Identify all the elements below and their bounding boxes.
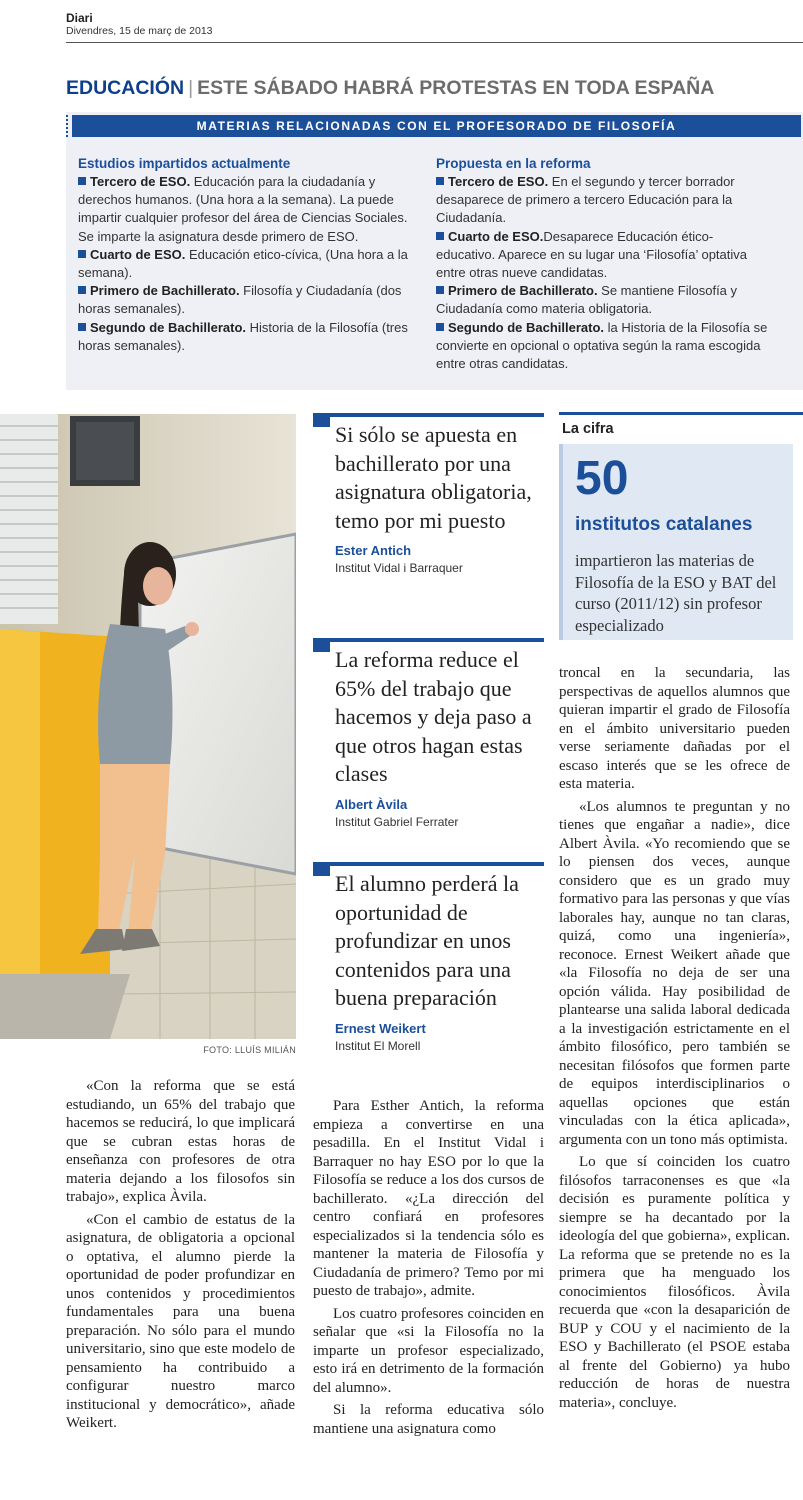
masthead-rule [66,42,803,43]
pull-quote [313,862,544,1054]
bullet-square-icon [78,286,86,294]
bullet-square-icon [78,177,86,185]
cifra-rule [559,412,803,415]
body-paragraph: Para Esther Antich, la reforma empieza a convertirse en una pesadilla. En el Institut Vidal i Barraquer no hay ESO por lo que la Filosofía se reduce a los dos cursos de bachillerato. «¿La dirección del centro confiará en profesores especializados si la tendencia sólo es mantener la materia de Filosofía y Ciudadanía de primero? Temo por mi puesto de trabajo», admite. [313,1098,544,1299]
quote-accent [313,417,330,427]
body-column-3 [559,664,790,1412]
info-item-text: Se mantiene Filosofía y Ciudadanía como materia obligatoria. [436,283,738,317]
bullet-square-icon [436,232,444,240]
body-column-1 [66,1077,295,1433]
body-paragraph: «Con la reforma que se está estudiando, un 65% del trabajo que hacemos se reducirá, lo que implicará que se cubran estas horas de enseñanza con profesores de otra materia dejando a los filosofos sin trabajo», explica Àvila. [66,1078,295,1205]
info-item-text: Desaparece Educación ético-educativo. Aparece en su lugar una ‘Filosofía’ optativa entre otras nueve candidatas. [436,228,747,281]
quote-author: Ernest Weikert [335,1020,426,1036]
photo-credit: FOTO: LLUÍS MILIÁN [203,1045,296,1055]
bullet-square-icon [78,323,86,331]
body-paragraph-continued: troncal en la secundaria, las perspectivas de aquellos alumnos que quieran impartir el grado de Filosofía en el ámbito universitario pueden verse seriamente dañadas por el escaso interés que se les ofrece de esta materia. [559,665,790,792]
info-item-text: Historia de la Filosofía (tres horas semanales). [78,319,408,353]
cifra-label: La cifra [562,421,614,437]
info-item [78,246,409,282]
quote-institution: Institut Gabriel Ferrater [335,814,459,829]
bullet-square-icon [436,323,444,331]
info-item-text: Filosofía y Ciudadanía (dos horas semanales). [78,283,402,317]
quote-accent [313,642,330,652]
info-item-text: Educación etico-cívica, (Una hora a la semana). [78,246,408,281]
info-item [436,282,769,318]
quote-author: Albert Àvila [335,796,408,812]
info-item-text: la Historia de la Filosofía se convierte en opcional o optativa según la rama escogida entre otras candidatas. [436,319,768,372]
quote-text: Si sólo se apuesta en bachillerato por una asignatura obligatoria, temo por mi puesto [335,422,532,533]
quote-institution: Institut Vidal i Barraquer [335,561,463,575]
section-name: EDUCACIÓN [66,77,185,99]
bullet-square-icon [436,286,444,294]
cifra-number: 50 [575,452,629,505]
info-item-text: En el segundo y tercer borrador desaparece de primero a tercero Educación para la Ciudadanía. [436,174,735,226]
body-paragraph: «Con el cambio de estatus de la asignatura, de obligatoria a opcional o optativa, el alumno pierde la oportunidad de poder profundizar en unos contenidos y procedimientos fundamentales para una buena preparación. No sólo para el mundo universitario, sino que este modelo de pensamiento ha contribuido a configurar nuestro marco institucional y democrático», añade Weikert. [66,1211,295,1431]
info-item-title: Primero de Bachillerato. [448,283,598,299]
quote-accent [313,866,330,876]
bullet-square-icon [436,177,444,185]
section-title: ESTE SÁBADO HABRÁ PROTESTAS EN TODA ESPAÑA [197,77,715,99]
info-item-title: Tercero de ESO. [90,174,191,189]
info-item [78,282,409,318]
body-paragraph: Lo que sí coinciden los cuatro filósofos tarraconenses es que «la decisión es puramente política y siempre se ha decantado por la ideología del que gobierna», explican. La reforma que se pretende no es la primera que ha menguado los conocimientos filosóficos. Àvila recuerda que «con la desaparición de BUP y COU y el nacimiento de la ESO y Bachillerato (el PSOE estaba al frente del Gobierno) ya hubo reducción de horas de nuestra materia», concluye. [559,1154,790,1411]
info-item [78,173,409,246]
masthead [66,12,801,38]
info-heading-proposal: Propuesta en la reforma [436,156,591,171]
quote-institution: Institut El Morell [335,1038,421,1053]
body-paragraph: Si la reforma educativa sólo mantiene una asignatura como [313,1402,544,1437]
info-item-title: Cuarto de ESO. [90,246,186,262]
cifra-description: impartieron las materias de Filosofía de la ESO y BAT del curso (2011/12) sin profesor especializado [575,551,777,635]
bullet-square-icon [78,250,86,258]
info-item-title: Segundo de Bachillerato. [448,319,605,335]
info-column-current [78,155,409,355]
paper-date: Divendres, 15 de març de 2013 [66,25,213,37]
info-item-title: Cuarto de ESO. [448,228,544,244]
info-heading-current: Estudios impartidos actualmente [78,156,291,171]
info-item [436,319,769,374]
info-banner: MATERIAS RELACIONADAS CON EL PROFESORADO DE FILOSOFÍA [72,115,801,137]
info-item-title: Tercero de ESO. [448,174,549,189]
quote-author: Ester Antich [335,543,412,558]
pull-quote [313,413,544,576]
quote-text: La reforma reduce el 65% del trabajo que hacemos y deja paso a que otros hagan estas clases [335,647,532,786]
body-paragraph: «Los alumnos te preguntan y no tienes que engañar a nadie», dice Albert Àvila. «Yo recomiendo que se lo piensen dos veces, aunque considero que es un grado muy formativo para las personas y que vías laborales hay, aunque no tan claras, quizá, como una ingeniería», reconoce. Ernest Weikert añade que «la Filosofía no deja de ser una opción válida. Hay posibilidad de plantearse una salida laboral dedicada a la investigación estrictamente en el ámbito filosófico, pero también se necesitan filósofos que formen parte de equipos interdisciplinarios o aquellas opciones que están vinculadas con la ética aplicada», argumenta con un tono más optimista. [559,798,790,1148]
article-photo [0,414,296,1039]
cifra-subtitle: institutos catalanes [575,514,753,535]
quote-text: El alumno perderá la oportunidad de profundizar en unos contenidos para una buena preparación [335,871,519,1010]
info-item-text: Educación para la ciudadanía y derechos humanos. (Una hora a la semana). La puede impartir cualquier profesor del área de Ciencias Sociales. Se imparte la asignatura desde primero de ESO. [78,174,408,244]
info-item [436,173,769,228]
body-column-2 [313,1097,544,1438]
info-item-title: Primero de Bachillerato. [90,283,240,299]
paper-name: Diari [66,11,93,25]
info-item [436,228,769,283]
section-separator: | [188,77,194,99]
info-item-title: Segundo de Bachillerato. [90,319,247,335]
info-column-proposal [436,155,769,373]
info-item [78,319,409,355]
section-heading [66,76,803,100]
pull-quote [313,638,544,830]
body-paragraph: Los cuatro profesores coinciden en señalar que «si la Filosofía no la imparte un profesor especializado, esto irá en detrimento de la formación del alumno». [313,1305,544,1396]
